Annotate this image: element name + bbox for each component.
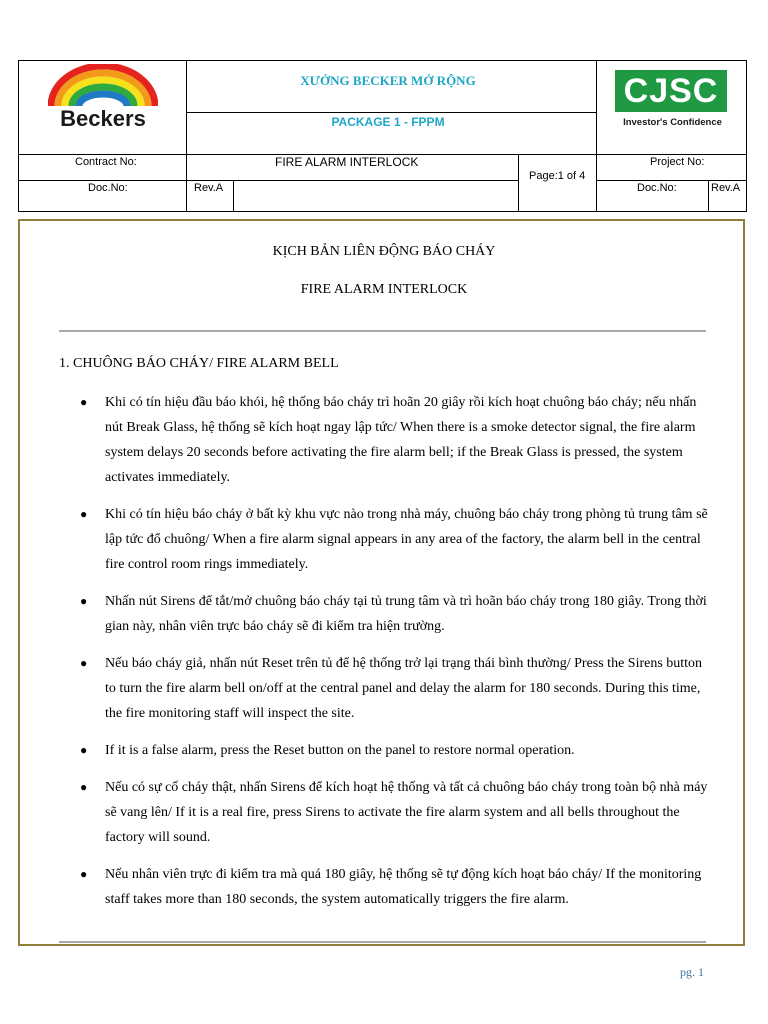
list-item: [78, 738, 708, 763]
bullet-icon: ●: [80, 395, 88, 409]
document-subject: FIRE ALARM INTERLOCK: [275, 155, 419, 169]
list-item: [78, 651, 708, 726]
doc-no-label-left: Doc.No:: [88, 182, 128, 194]
project-title: XƯỞNG BECKER MỞ RỘNG: [300, 73, 476, 88]
list-item: [78, 390, 708, 490]
project-no-label: Project No:: [650, 156, 705, 168]
list-item-text: Khi có tín hiệu đầu báo khói, hệ thống báo cháy trì hoãn 20 giây rồi kích hoạt chuông báo cháy; nếu nhấn nút Break Glass, hệ thống sẽ kích hoạt ngay lập tức/ When there is a smoke detector signal, the fire alarm system delays 20 seconds before activating the fire alarm bell; if the Break Glass is pressed, the system activates immediately.: [105, 395, 697, 485]
bullet-list: [78, 390, 708, 924]
bottom-divider: [59, 941, 706, 943]
list-item-text: Nếu nhân viên trực đi kiểm tra mà quá 180 giây, hệ thống sẽ tự động kích hoạt báo cháy/ If the monitoring staff takes more than 180 seconds, the system automatically triggers the fire alarm.: [105, 867, 702, 907]
title-divider: [59, 330, 706, 332]
list-item-text: Khi có tín hiệu báo cháy ở bất kỳ khu vực nào trong nhà máy, chuông báo cháy trong phòng tủ trung tâm sẽ lập tức đổ chuông/ When a fire alarm signal appears in any area of the factory, the alarm bell in the central fire control room rings immediately.: [105, 507, 708, 572]
section-heading: 1. CHUÔNG BÁO CHÁY/ FIRE ALARM BELL: [59, 356, 339, 371]
list-item-text: Nếu báo cháy giả, nhấn nút Reset trên tủ để hệ thống trở lại trạng thái bình thường/ Press the Sirens button to turn the fire alarm bell on/off at the central panel and delay the alarm for 180 seconds. During this time, the fire monitoring staff will inspect the site.: [105, 656, 703, 721]
list-item-text: If it is a false alarm, press the Reset button on the panel to restore normal operation.: [105, 743, 575, 758]
bullet-icon: ●: [80, 594, 88, 608]
document-title-en: FIRE ALARM INTERLOCK: [300, 282, 468, 297]
cjsc-logo: [615, 68, 730, 138]
document-title-vn: KỊCH BẢN LIÊN ĐỘNG BÁO CHÁY: [272, 244, 496, 259]
bullet-icon: ●: [80, 867, 88, 881]
list-item: [78, 502, 708, 577]
list-item: [78, 589, 708, 639]
list-item-text: Nếu có sự cố cháy thật, nhấn Sirens để kích hoạt hệ thống và tất cả chuông báo cháy trong toàn bộ nhà máy sẽ vang lên/ If it is a real fire, press Sirens to activate the fire alarm system and all bells throughout the factory will sound.: [105, 780, 708, 845]
doc-no-label-right: Doc.No:: [637, 182, 677, 194]
bullet-icon: ●: [80, 743, 88, 757]
page-indicator: Page:1 of 4: [529, 170, 586, 182]
beckers-logo: [48, 64, 158, 132]
beckers-logo-text: Beckers: [60, 106, 146, 131]
rev-label-right: Rev.A: [711, 182, 741, 194]
bullet-icon: ●: [80, 780, 88, 794]
bullet-icon: ●: [80, 656, 88, 670]
contract-no-label: Contract No:: [75, 156, 137, 168]
cjsc-tagline: Investor's Confidence: [623, 117, 722, 128]
list-item-text: Nhấn nút Sirens để tắt/mở chuông báo cháy tại tủ trung tâm và trì hoãn báo cháy trong 180 giây. Trong thời gian này, nhân viên trực báo cháy sẽ đi kiểm tra hiện trường.: [105, 594, 707, 634]
document-header-table: [18, 60, 747, 212]
bullet-icon: ●: [80, 507, 88, 521]
cjsc-logo-text: CJSC: [623, 72, 719, 110]
list-item: [78, 862, 708, 912]
list-item: [78, 775, 708, 850]
page-number: pg. 1: [680, 965, 704, 979]
package-title: PACKAGE 1 - FPPM: [331, 115, 445, 129]
rev-label-left: Rev.A: [194, 182, 224, 194]
